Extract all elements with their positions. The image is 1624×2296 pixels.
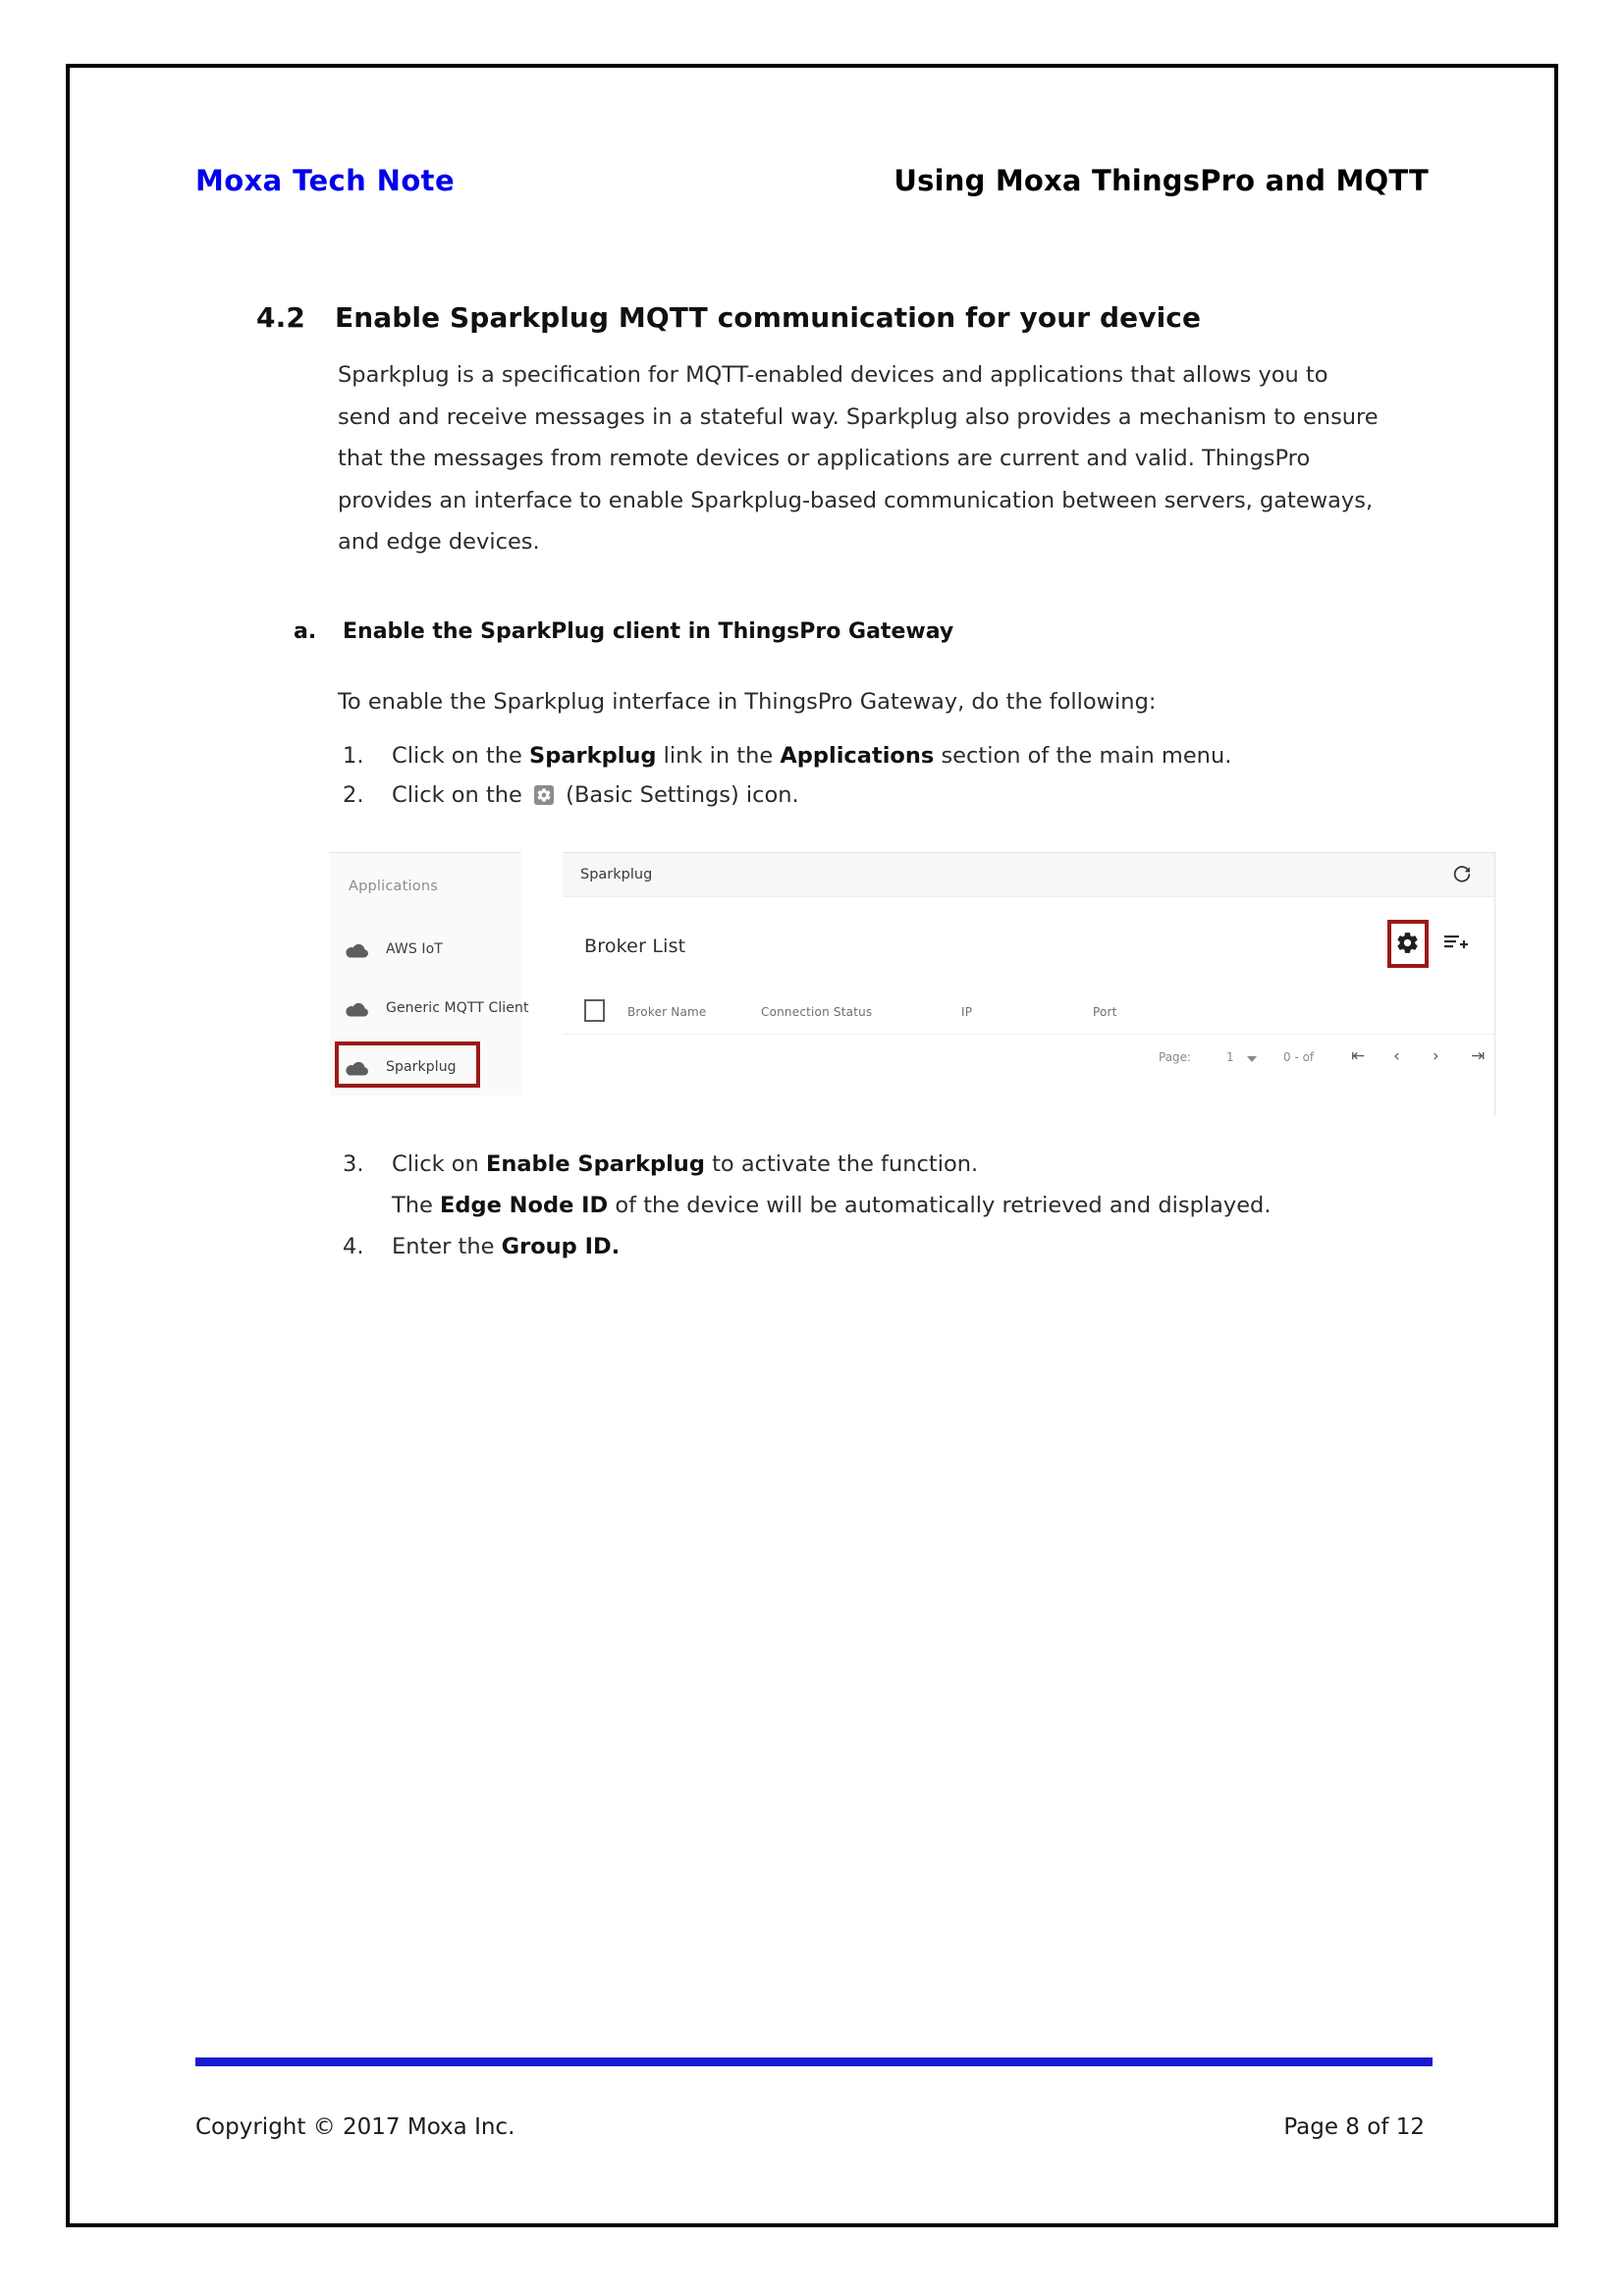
sidebar-item-label: Generic MQTT Client	[386, 1000, 529, 1016]
last-page-icon[interactable]: ⇥	[1471, 1046, 1486, 1066]
step-text: to activate the function.	[704, 1151, 979, 1177]
step-number: 2.	[343, 782, 364, 808]
chevron-down-icon[interactable]	[1247, 1056, 1257, 1062]
step-text: Click on the	[392, 782, 530, 808]
cloud-icon	[345, 941, 370, 961]
step-text: (Basic Settings) icon.	[559, 782, 799, 808]
header-document-title: Using Moxa ThingsPro and MQTT	[893, 164, 1429, 197]
broker-list-title: Broker List	[584, 935, 686, 957]
step-item-3	[343, 1144, 978, 1185]
step-text: Click on the	[392, 743, 530, 769]
table-pagination	[563, 1039, 1494, 1078]
next-page-icon[interactable]: ›	[1433, 1046, 1439, 1066]
sidebar-item-aws-iot[interactable]	[329, 932, 521, 971]
sparkplug-annotation-box	[335, 1041, 480, 1088]
document-page	[66, 64, 1558, 2227]
step-text: Enter the	[392, 1234, 502, 1259]
subsection-lead-in: To enable the Sparkplug interface in ThingsPro Gateway, do the following:	[338, 689, 1157, 715]
subsection-title: Enable the SparkPlug client in ThingsPro Gateway	[343, 619, 954, 644]
step-text: of the device will be automatically retrieved and displayed.	[608, 1193, 1272, 1218]
gear-icon	[534, 785, 554, 805]
column-header-ip: IP	[961, 1005, 973, 1019]
pagination-page-value[interactable]: 1	[1226, 1050, 1234, 1064]
subsection-heading	[294, 619, 1433, 644]
section-intro-paragraph: Sparkplug is a specification for MQTT-enabled devices and applications that allows you to send and receive messages in a stateful way. Sparkplug also provides a mechanism to ensure that the messages from remote devices or applications are current and valid. ThingsPro provides an interface to enable Sparkplug-based communication between servers, gateways, and edge devices.	[338, 362, 1379, 555]
document-header	[195, 164, 1433, 209]
pagination-label: Page:	[1159, 1050, 1192, 1064]
sidebar-item-generic-mqtt-client[interactable]	[329, 990, 529, 1030]
pagination-range: 0 - of	[1283, 1050, 1315, 1064]
step-item-2	[343, 774, 799, 816]
column-header-port: Port	[1093, 1005, 1117, 1019]
broker-table-header	[563, 989, 1494, 1035]
refresh-icon[interactable]	[1451, 864, 1473, 885]
step-number: 4.	[343, 1234, 364, 1259]
step-emphasis: Enable Sparkplug	[485, 1151, 705, 1177]
column-header-connection-status: Connection Status	[761, 1005, 873, 1019]
step-text: section of the main menu.	[934, 743, 1232, 769]
subsection-marker: a.	[294, 619, 317, 644]
step-item-4	[343, 1226, 620, 1267]
column-header-broker-name: Broker Name	[627, 1005, 707, 1019]
step-emphasis: Group ID.	[501, 1234, 621, 1259]
select-all-checkbox[interactable]	[584, 999, 605, 1022]
sidebar-item-label: AWS IoT	[386, 941, 443, 957]
panel-title: Sparkplug	[580, 867, 653, 882]
cloud-icon	[345, 1000, 370, 1020]
section-title: Enable Sparkplug MQTT communication for your device	[335, 301, 1202, 334]
sidebar-item-label: Sparkplug	[386, 1059, 457, 1075]
step-text: Click on	[392, 1151, 486, 1177]
footer-page-number: Page 8 of 12	[1283, 2114, 1425, 2140]
step-text: The	[392, 1193, 440, 1218]
panel-topbar	[563, 852, 1494, 897]
step-emphasis: Sparkplug	[529, 743, 657, 769]
step-emphasis: Edge Node ID	[440, 1193, 609, 1218]
previous-page-icon[interactable]: ‹	[1393, 1046, 1400, 1066]
step-number: 3.	[343, 1151, 364, 1177]
applications-sidebar	[329, 852, 529, 1095]
step-text: link in the	[656, 743, 781, 769]
step-number: 1.	[343, 743, 364, 769]
add-list-item-icon[interactable]	[1443, 933, 1469, 954]
sparkplug-content-panel	[563, 852, 1495, 1115]
applications-sidebar-title: Applications	[349, 879, 438, 894]
section-number: 4.2	[256, 301, 305, 334]
step-item-1	[343, 735, 1231, 776]
header-brand-title: Moxa Tech Note	[195, 164, 456, 197]
footer-divider	[195, 2057, 1433, 2066]
section-heading	[256, 301, 1444, 334]
step-emphasis: Applications	[780, 743, 935, 769]
step-item-3-continuation	[392, 1185, 1271, 1226]
footer-copyright: Copyright © 2017 Moxa Inc.	[195, 2114, 515, 2140]
basic-settings-annotation-box	[1387, 920, 1429, 968]
first-page-icon[interactable]: ⇤	[1351, 1046, 1366, 1066]
embedded-app-screenshot	[329, 852, 1495, 1115]
